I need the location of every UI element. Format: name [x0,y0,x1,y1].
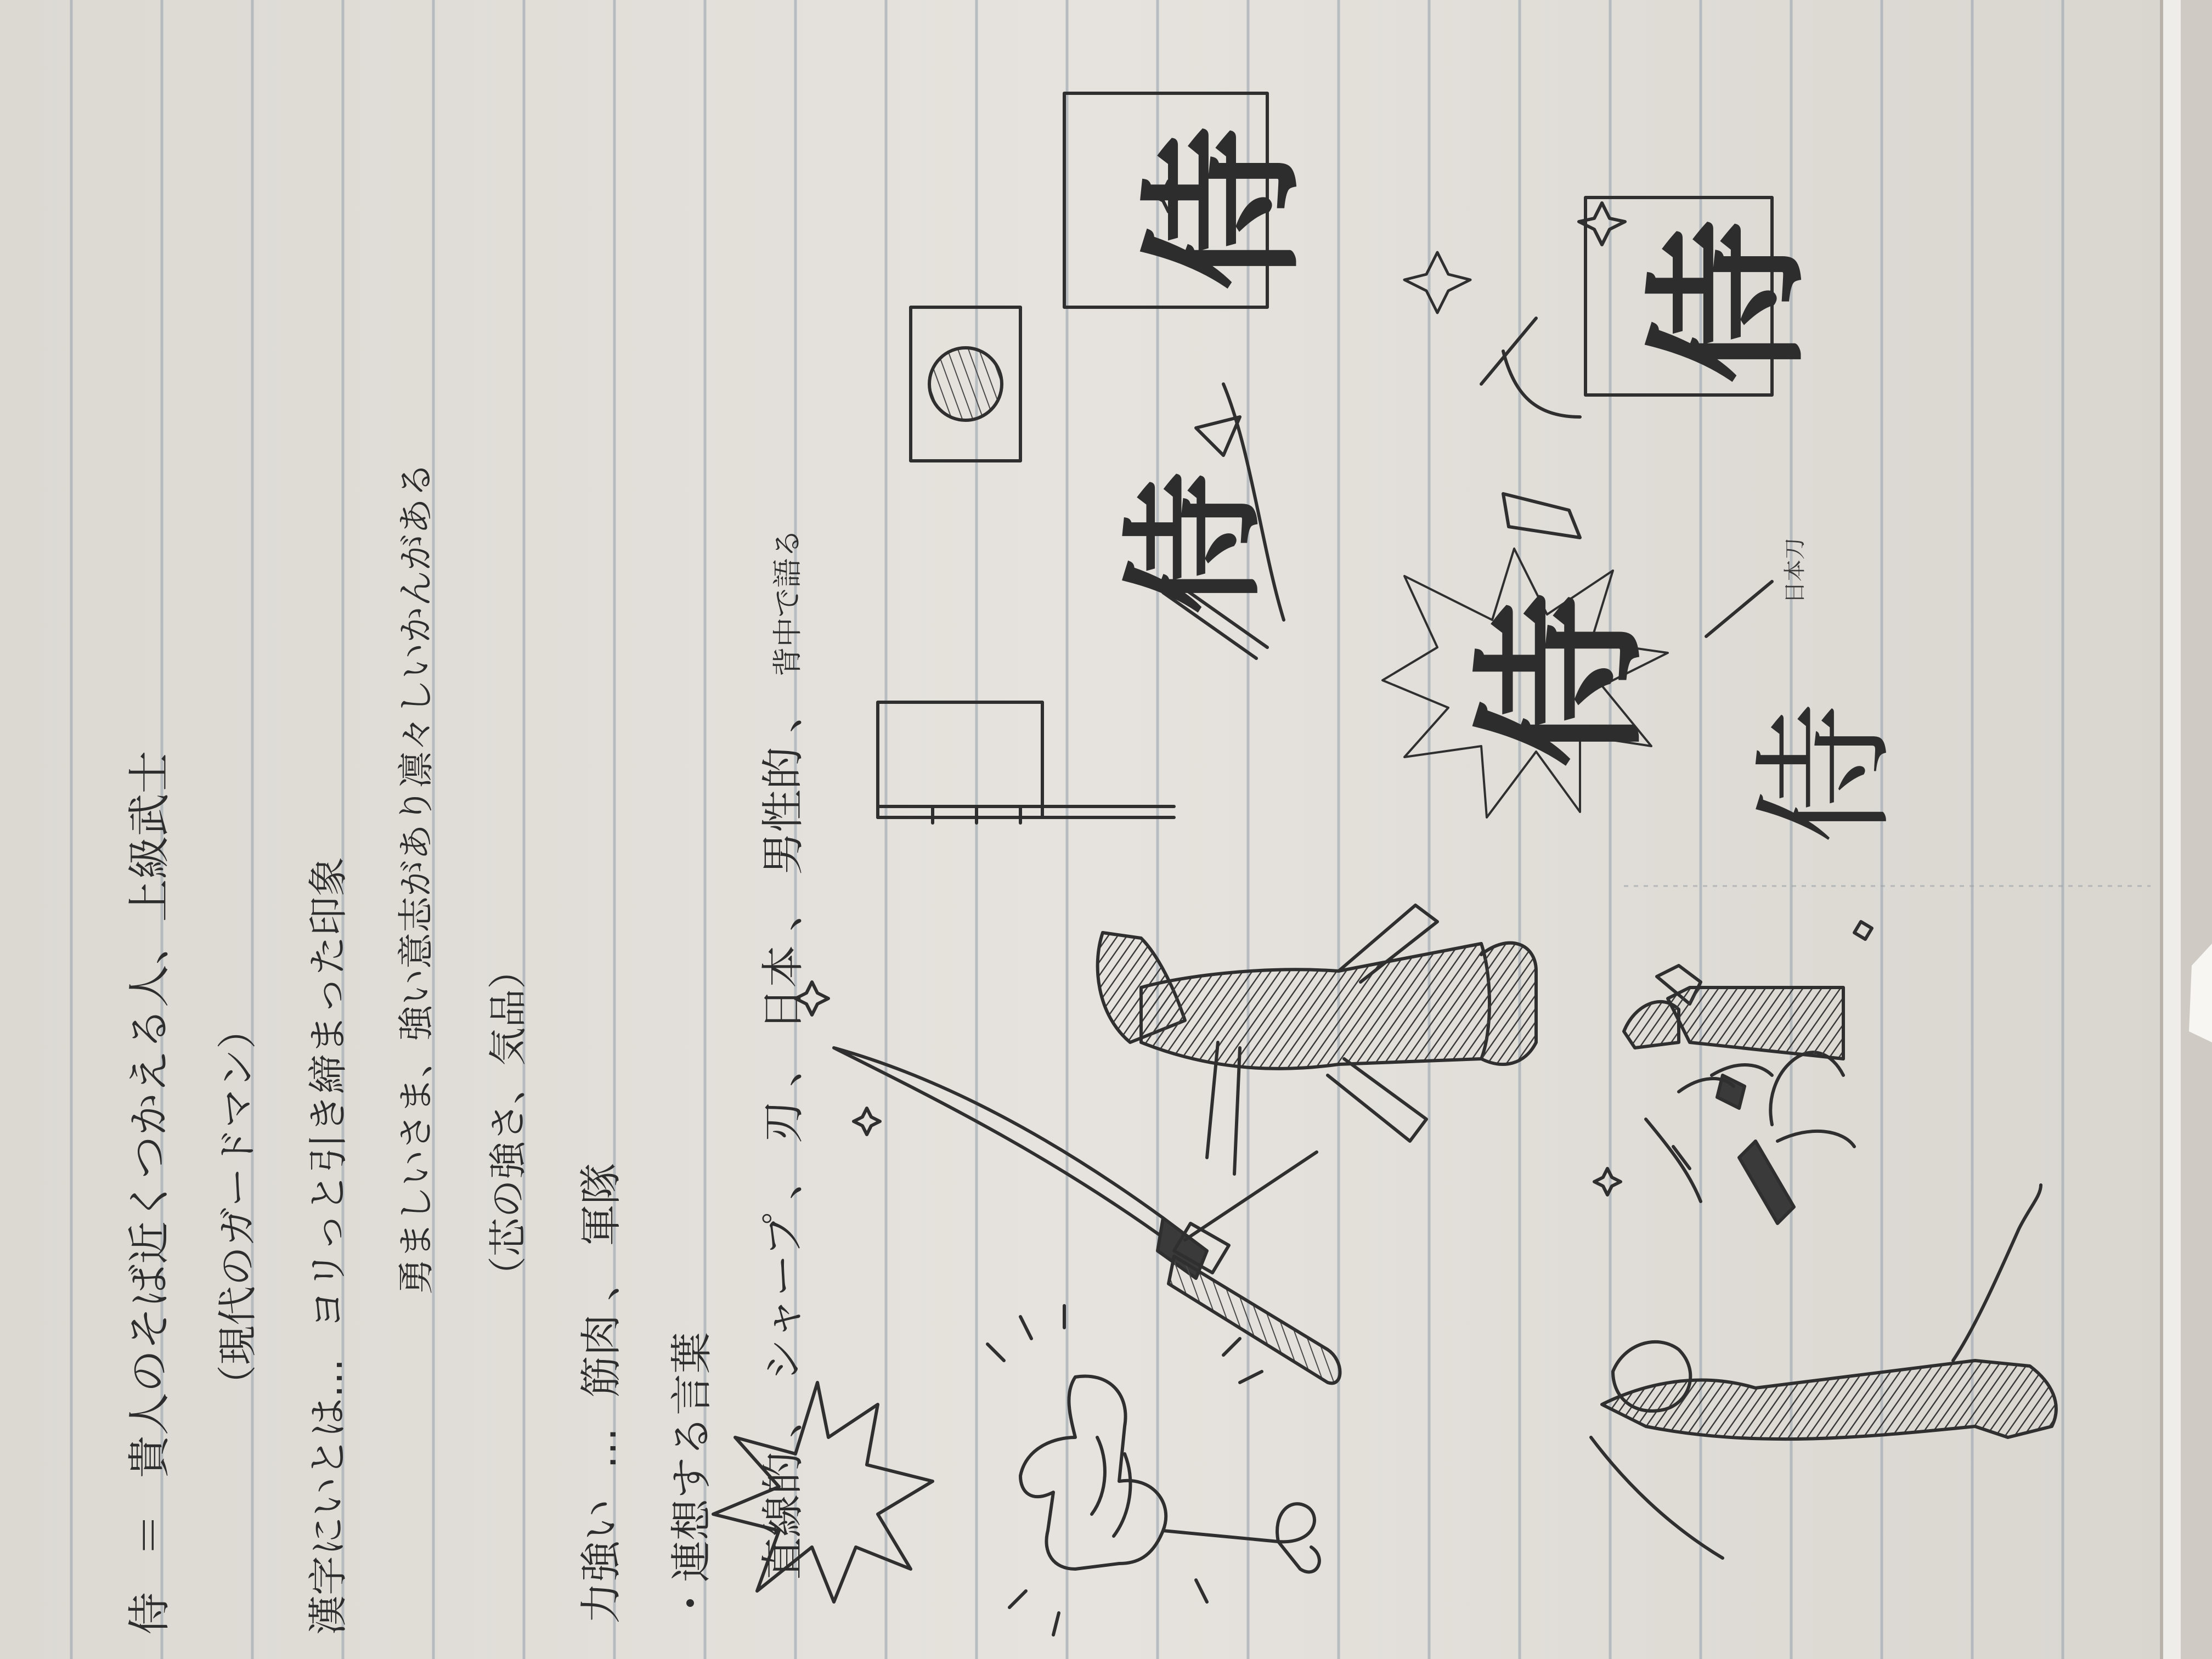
sketch-kanji-burst: 侍 [1460,592,1664,768]
note-modern-meaning: （現代のガードマン） [215,1009,261,1404]
note-blade: 刃 [759,1101,808,1144]
note-muscle: 筋肉 [577,1314,625,1398]
note-speak-with-back: 背中で語る [770,528,805,677]
note-comma-3: 、 [759,1157,808,1200]
note-kanji-samurai: 侍 [125,1592,174,1635]
note-comma-5: 、 [759,888,808,932]
note-kanji-impression: 漢字にいとは… [305,1358,351,1635]
note-ellipsis: … [577,1427,625,1469]
note-line-3 [296,857,353,1635]
note-comma-2: 、 [759,1395,808,1438]
note-masculine: 男性的 [759,746,808,875]
note-line-1 [115,751,177,1635]
note-sharp: シャープ [759,1213,808,1382]
sketch-kanji-boxed-2: 侍 [1633,219,1825,384]
note-army: 軍隊 [577,1163,625,1246]
note-line-6 [568,1163,628,1624]
note-definition: 貴人のそば近くつかえる人、上級武士 [125,751,174,1479]
note-line-8 [749,528,810,1580]
note-line-7 [658,1332,718,1624]
note-line-5 [477,951,533,1295]
note-line-4 [387,462,439,1295]
note-comma-1: 、 [577,1259,625,1301]
note-comma-6: 、 [759,690,808,733]
sketch-kanji-plain: 侍 [1743,702,1909,845]
note-straight: 直線的 [759,1451,808,1580]
note-line-2 [206,1009,263,1404]
sketch-kanji-boxed-1: 侍 [1128,126,1320,291]
note-japan: 日本 [759,945,808,1031]
note-comma-4: 、 [759,1044,808,1087]
note-tight-impression: ヨリっと引き締まった印象 [305,856,351,1330]
sketch-caption-nihonto: 日本刀 [1782,538,1808,603]
sketch-kanji-sword: 侍 [1113,472,1278,614]
note-brave-will: 勇ましいさま、強い意志があり凛々しいかんがある [395,462,437,1295]
note-associated-words: ・連想する言葉 [667,1332,716,1624]
note-inner-strength: （芯の強さ、気品） [486,950,531,1295]
note-powerful: 力強い [577,1499,625,1624]
note-equals: ＝ [125,1514,174,1557]
